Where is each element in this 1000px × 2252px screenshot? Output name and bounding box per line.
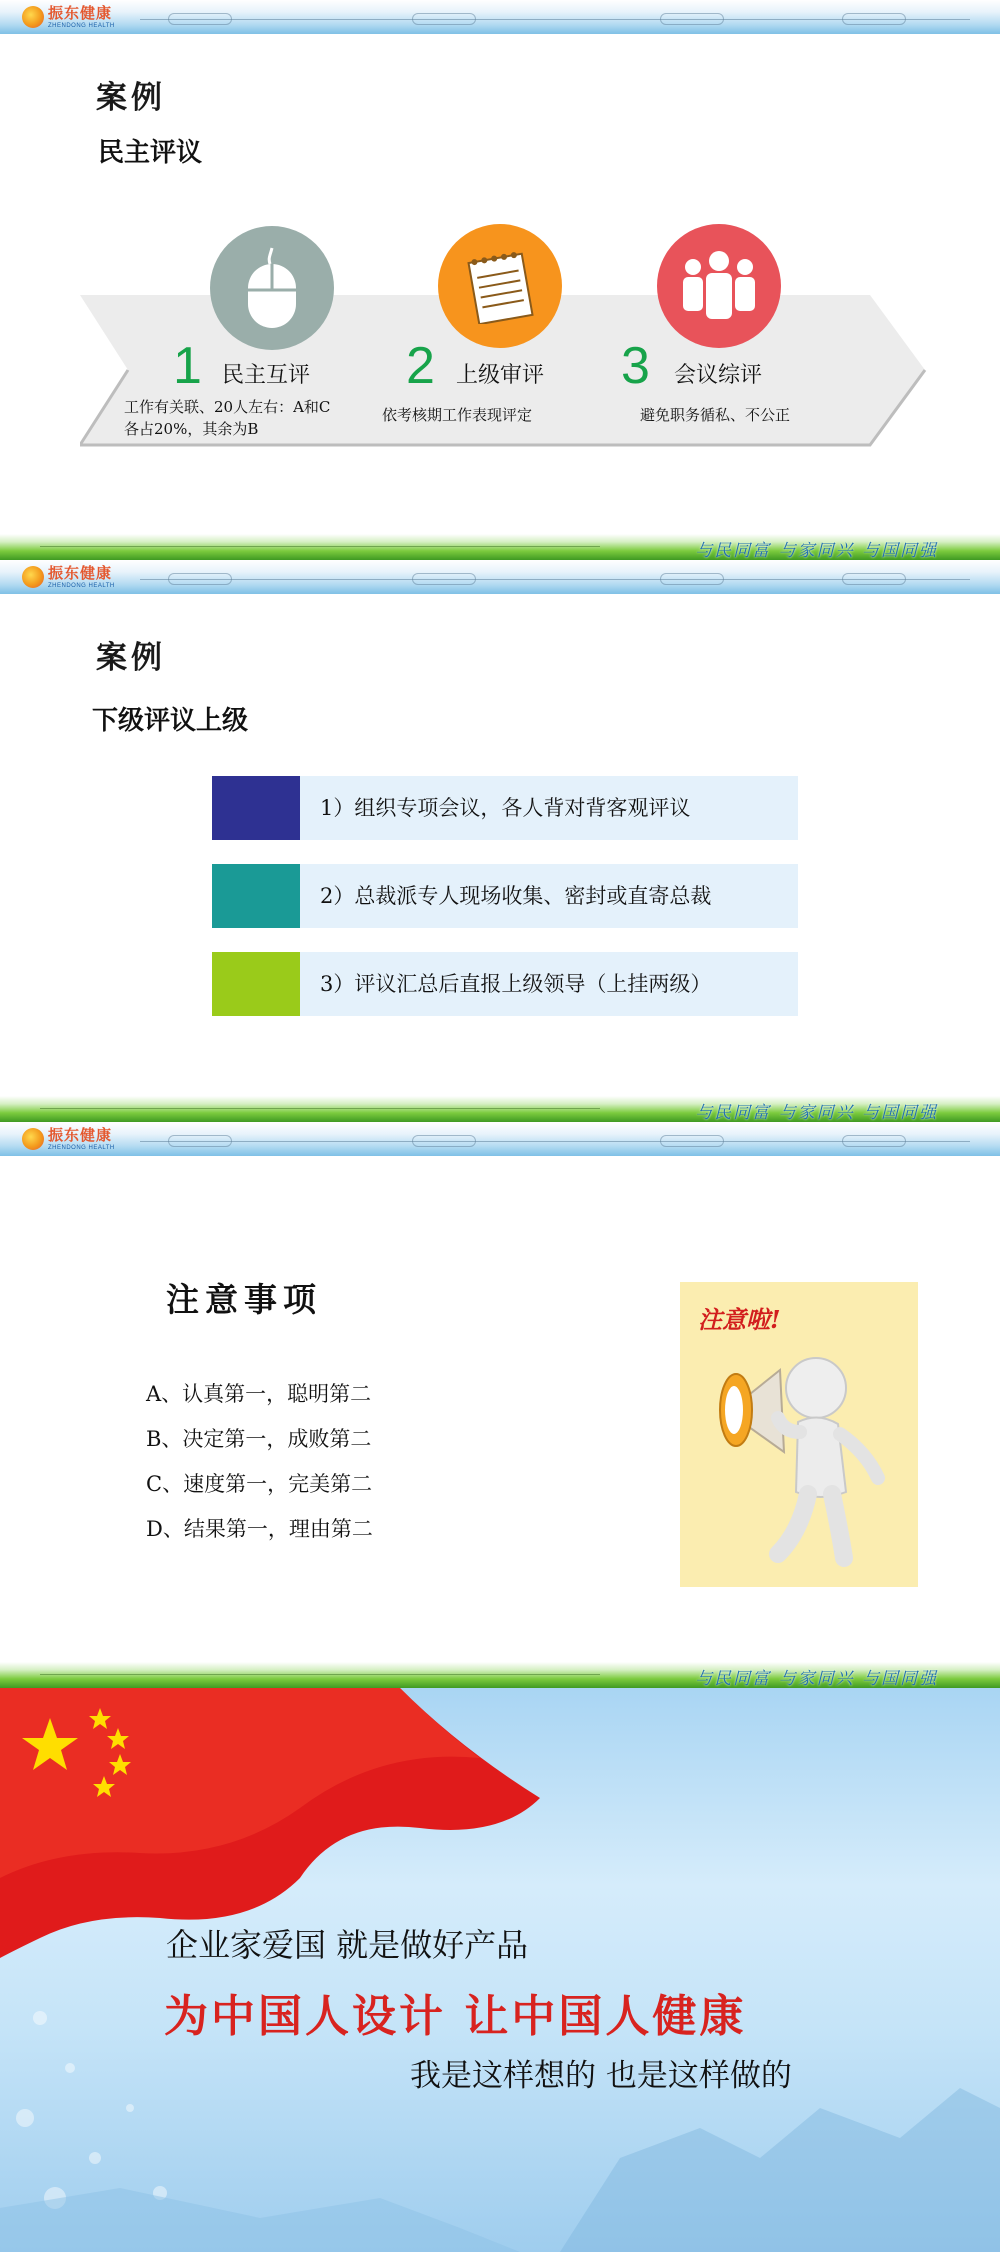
- item-swatch: [212, 864, 300, 928]
- notepad-icon: [465, 248, 535, 324]
- item-swatch: [212, 952, 300, 1016]
- note-c: C、速度第一，完美第二: [146, 1472, 373, 1496]
- step-2-label: 上级审评: [456, 363, 545, 388]
- logo-mark-icon: [22, 6, 44, 28]
- step-2-number: 2: [406, 337, 435, 395]
- step-3-circle: [657, 224, 781, 348]
- step-2-desc: 依考核期工作表现评定: [382, 406, 533, 424]
- note-d: D、结果第一，理由第二: [146, 1517, 373, 1541]
- item-text: 2）总裁派专人现场收集、密封或直寄总裁: [320, 884, 712, 908]
- item-swatch: [212, 776, 300, 840]
- logo-en: ZHENDONG HEALTH: [48, 582, 115, 589]
- slide-subtitle: 下级评议上级: [92, 706, 249, 736]
- notes-title: 注意事项: [166, 1280, 322, 1319]
- footer-motto: 与民同富 与家同兴 与国同强: [695, 1669, 938, 1688]
- footer-motto: 与民同富 与家同兴 与国同强: [695, 541, 938, 560]
- footer-band: [0, 1662, 1000, 1688]
- header-band: [0, 560, 1000, 594]
- attention-illustration: [680, 1282, 918, 1587]
- header-band: [0, 0, 1000, 34]
- slogan-line-1: 企业家爱国 就是做好产品: [166, 1926, 529, 1964]
- logo-mark-icon: [22, 566, 44, 588]
- footer-band: [0, 534, 1000, 560]
- step-1-number: 1: [173, 337, 202, 395]
- logo-mark-icon: [22, 1128, 44, 1150]
- logo-en: ZHENDONG HEALTH: [48, 22, 115, 29]
- mouse-icon: [240, 246, 304, 330]
- slide-title: 案例: [96, 640, 166, 676]
- logo-cn: 振东健康: [48, 563, 113, 582]
- review-item-3: [212, 952, 798, 1016]
- slide-democratic-review: [0, 0, 1000, 560]
- slide-title: 案例: [96, 80, 166, 116]
- slogan-line-2: 为中国人设计 让中国人健康: [164, 1991, 747, 2042]
- logo-en: ZHENDONG HEALTH: [48, 1144, 115, 1151]
- review-item-2: [212, 864, 798, 928]
- item-text: 1）组织专项会议，各人背对背客观评议: [320, 796, 691, 820]
- slide-subtitle: 民主评议: [98, 138, 203, 168]
- brand-logo: [22, 563, 115, 591]
- step-1-desc: 工作有关联、20人左右：A和C 各占20%，其余为B: [124, 398, 331, 438]
- note-b: B、决定第一，成败第二: [146, 1427, 372, 1451]
- slogan-line-3: 我是这样想的 也是这样做的: [410, 2058, 792, 2094]
- footer-band: [0, 1096, 1000, 1122]
- brand-logo: [22, 1125, 115, 1153]
- step-3-label: 会议综评: [674, 363, 763, 388]
- brand-logo: [22, 3, 115, 31]
- megaphone-figure-icon: [680, 1282, 918, 1587]
- header-band: [0, 1122, 1000, 1156]
- footer-motto: 与民同富 与家同兴 与国同强: [695, 1103, 938, 1122]
- review-item-1: [212, 776, 798, 840]
- step-2-circle: [438, 224, 562, 348]
- attention-text: 注意啦!: [698, 1305, 781, 1334]
- step-1-circle: [210, 226, 334, 350]
- logo-cn: 振东健康: [48, 3, 113, 22]
- step-1-label: 民主互评: [222, 363, 311, 388]
- slide-subordinate-review: [0, 560, 1000, 1122]
- step-3-desc: 避免职务循私、不公正: [640, 406, 791, 424]
- note-a: A、认真第一，聪明第二: [146, 1382, 372, 1406]
- step-3-number: 3: [621, 337, 650, 395]
- slide-patriotic-banner: [0, 1688, 1000, 2252]
- people-icon: [677, 249, 761, 323]
- item-text: 3）评议汇总后直报上级领导（上挂两级）: [320, 972, 712, 996]
- logo-cn: 振东健康: [48, 1125, 113, 1144]
- slide-notes: [0, 1122, 1000, 1688]
